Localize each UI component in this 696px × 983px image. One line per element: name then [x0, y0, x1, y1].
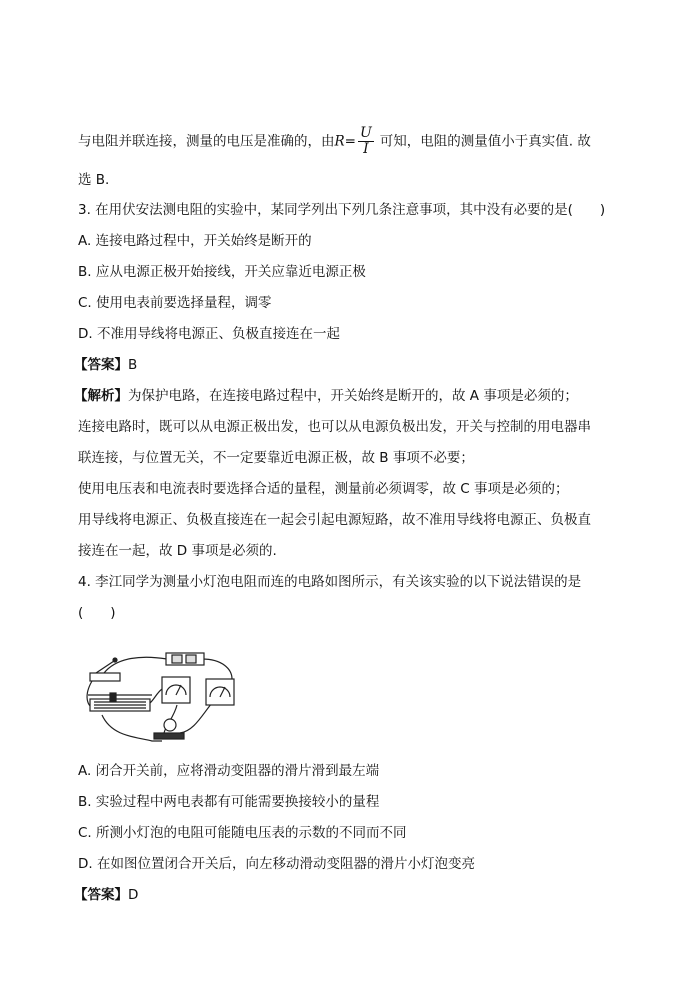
- q3-answer-label: 【答案】: [74, 357, 128, 373]
- q3-analysis-line4: 使用电压表和电流表时要选择合适的量程，测量前必须调零，故 C 事项是必须的；: [78, 481, 569, 497]
- wire-bulb-meter2: [180, 703, 212, 733]
- q4-option-b: B. 实验过程中两电表都有可能需要换接较小的量程: [78, 794, 380, 810]
- q3-analysis-text-1: 为保护电路，在连接电路过程中，开关始终是断开的，故 A 事项是必须的；: [128, 388, 578, 404]
- q4-answer: [74, 885, 138, 905]
- q4-stem-line2: ( ): [78, 605, 116, 621]
- q3-answer-value: B: [128, 357, 138, 373]
- q4-option-c: C. 所测小灯泡的电阻可能随电压表的示数的不同而不同: [78, 825, 407, 841]
- para1-line2: 选 B.: [78, 172, 110, 188]
- wire-loop-left: [102, 715, 162, 741]
- wire-battery-right: [202, 659, 232, 679]
- var-r: R: [334, 133, 345, 150]
- voltmeter-icon: [206, 679, 234, 705]
- q3-analysis-line3: 联连接，与位置无关，不一定要靠近电源正极，故 B 事项不必要；: [78, 450, 474, 466]
- q3-option-a: A. 连接电路过程中，开关始终是断开的: [78, 233, 312, 249]
- q3-option-b: B. 应从电源正极开始接线，开关应靠近电源正极: [78, 264, 366, 280]
- q3-stem: 3. 在用伏安法测电阻的实验中，某同学列出下列几条注意事项，其中没有必要的是( ): [78, 202, 606, 218]
- q4-answer-value: D: [128, 887, 139, 903]
- rheostat-icon: [88, 693, 152, 711]
- para1-line1: [78, 126, 591, 157]
- battery-icon: [166, 653, 204, 665]
- q4-stem-line1: 4. 李江同学为测量小灯泡电阻而连的电路如图所示，有关该实验的以下说法错误的是: [78, 574, 582, 590]
- q3-option-d: D. 不准用导线将电源正、负极直接连在一起: [78, 326, 340, 342]
- q3-option-c: C. 使用电表前要选择量程，调零: [78, 295, 272, 311]
- q3-analysis-line2: 连接电路时，既可以从电源正极出发，也可以从电源负极出发，开关与控制的用电器串: [78, 419, 591, 435]
- bulb-icon: [154, 719, 184, 739]
- switch-icon: [90, 658, 120, 681]
- q4-option-a: A. 闭合开关前，应将滑动变阻器的滑片滑到最左端: [78, 763, 380, 779]
- circuit-diagram: [82, 645, 252, 745]
- fraction-numerator: U: [359, 125, 372, 141]
- q4-answer-label: 【答案】: [74, 887, 128, 903]
- q4-option-d: D. 在如图位置闭合开关后，向左移动滑动变阻器的滑片小灯泡变亮: [78, 856, 475, 872]
- eq-sign: =: [344, 133, 356, 150]
- para1-before: 与电阻并联连接，测量的电压是准确的，由: [78, 133, 335, 150]
- q3-analysis-label: 【解析】: [74, 388, 128, 404]
- fraction-u-over-i: [358, 126, 374, 157]
- para1-after: 可知，电阻的测量值小于真实值. 故: [379, 133, 591, 150]
- q3-analysis-line1: [74, 386, 578, 406]
- q3-analysis-line6: 接连在一起，故 D 事项是必须的.: [78, 543, 277, 559]
- ammeter-icon: [162, 677, 190, 703]
- q3-analysis-line5: 用导线将电源正、负极直接连在一起会引起电源短路，故不准用导线将电源正、负极直: [78, 512, 591, 528]
- fraction-denominator: I: [363, 141, 369, 157]
- q3-answer: [74, 355, 137, 375]
